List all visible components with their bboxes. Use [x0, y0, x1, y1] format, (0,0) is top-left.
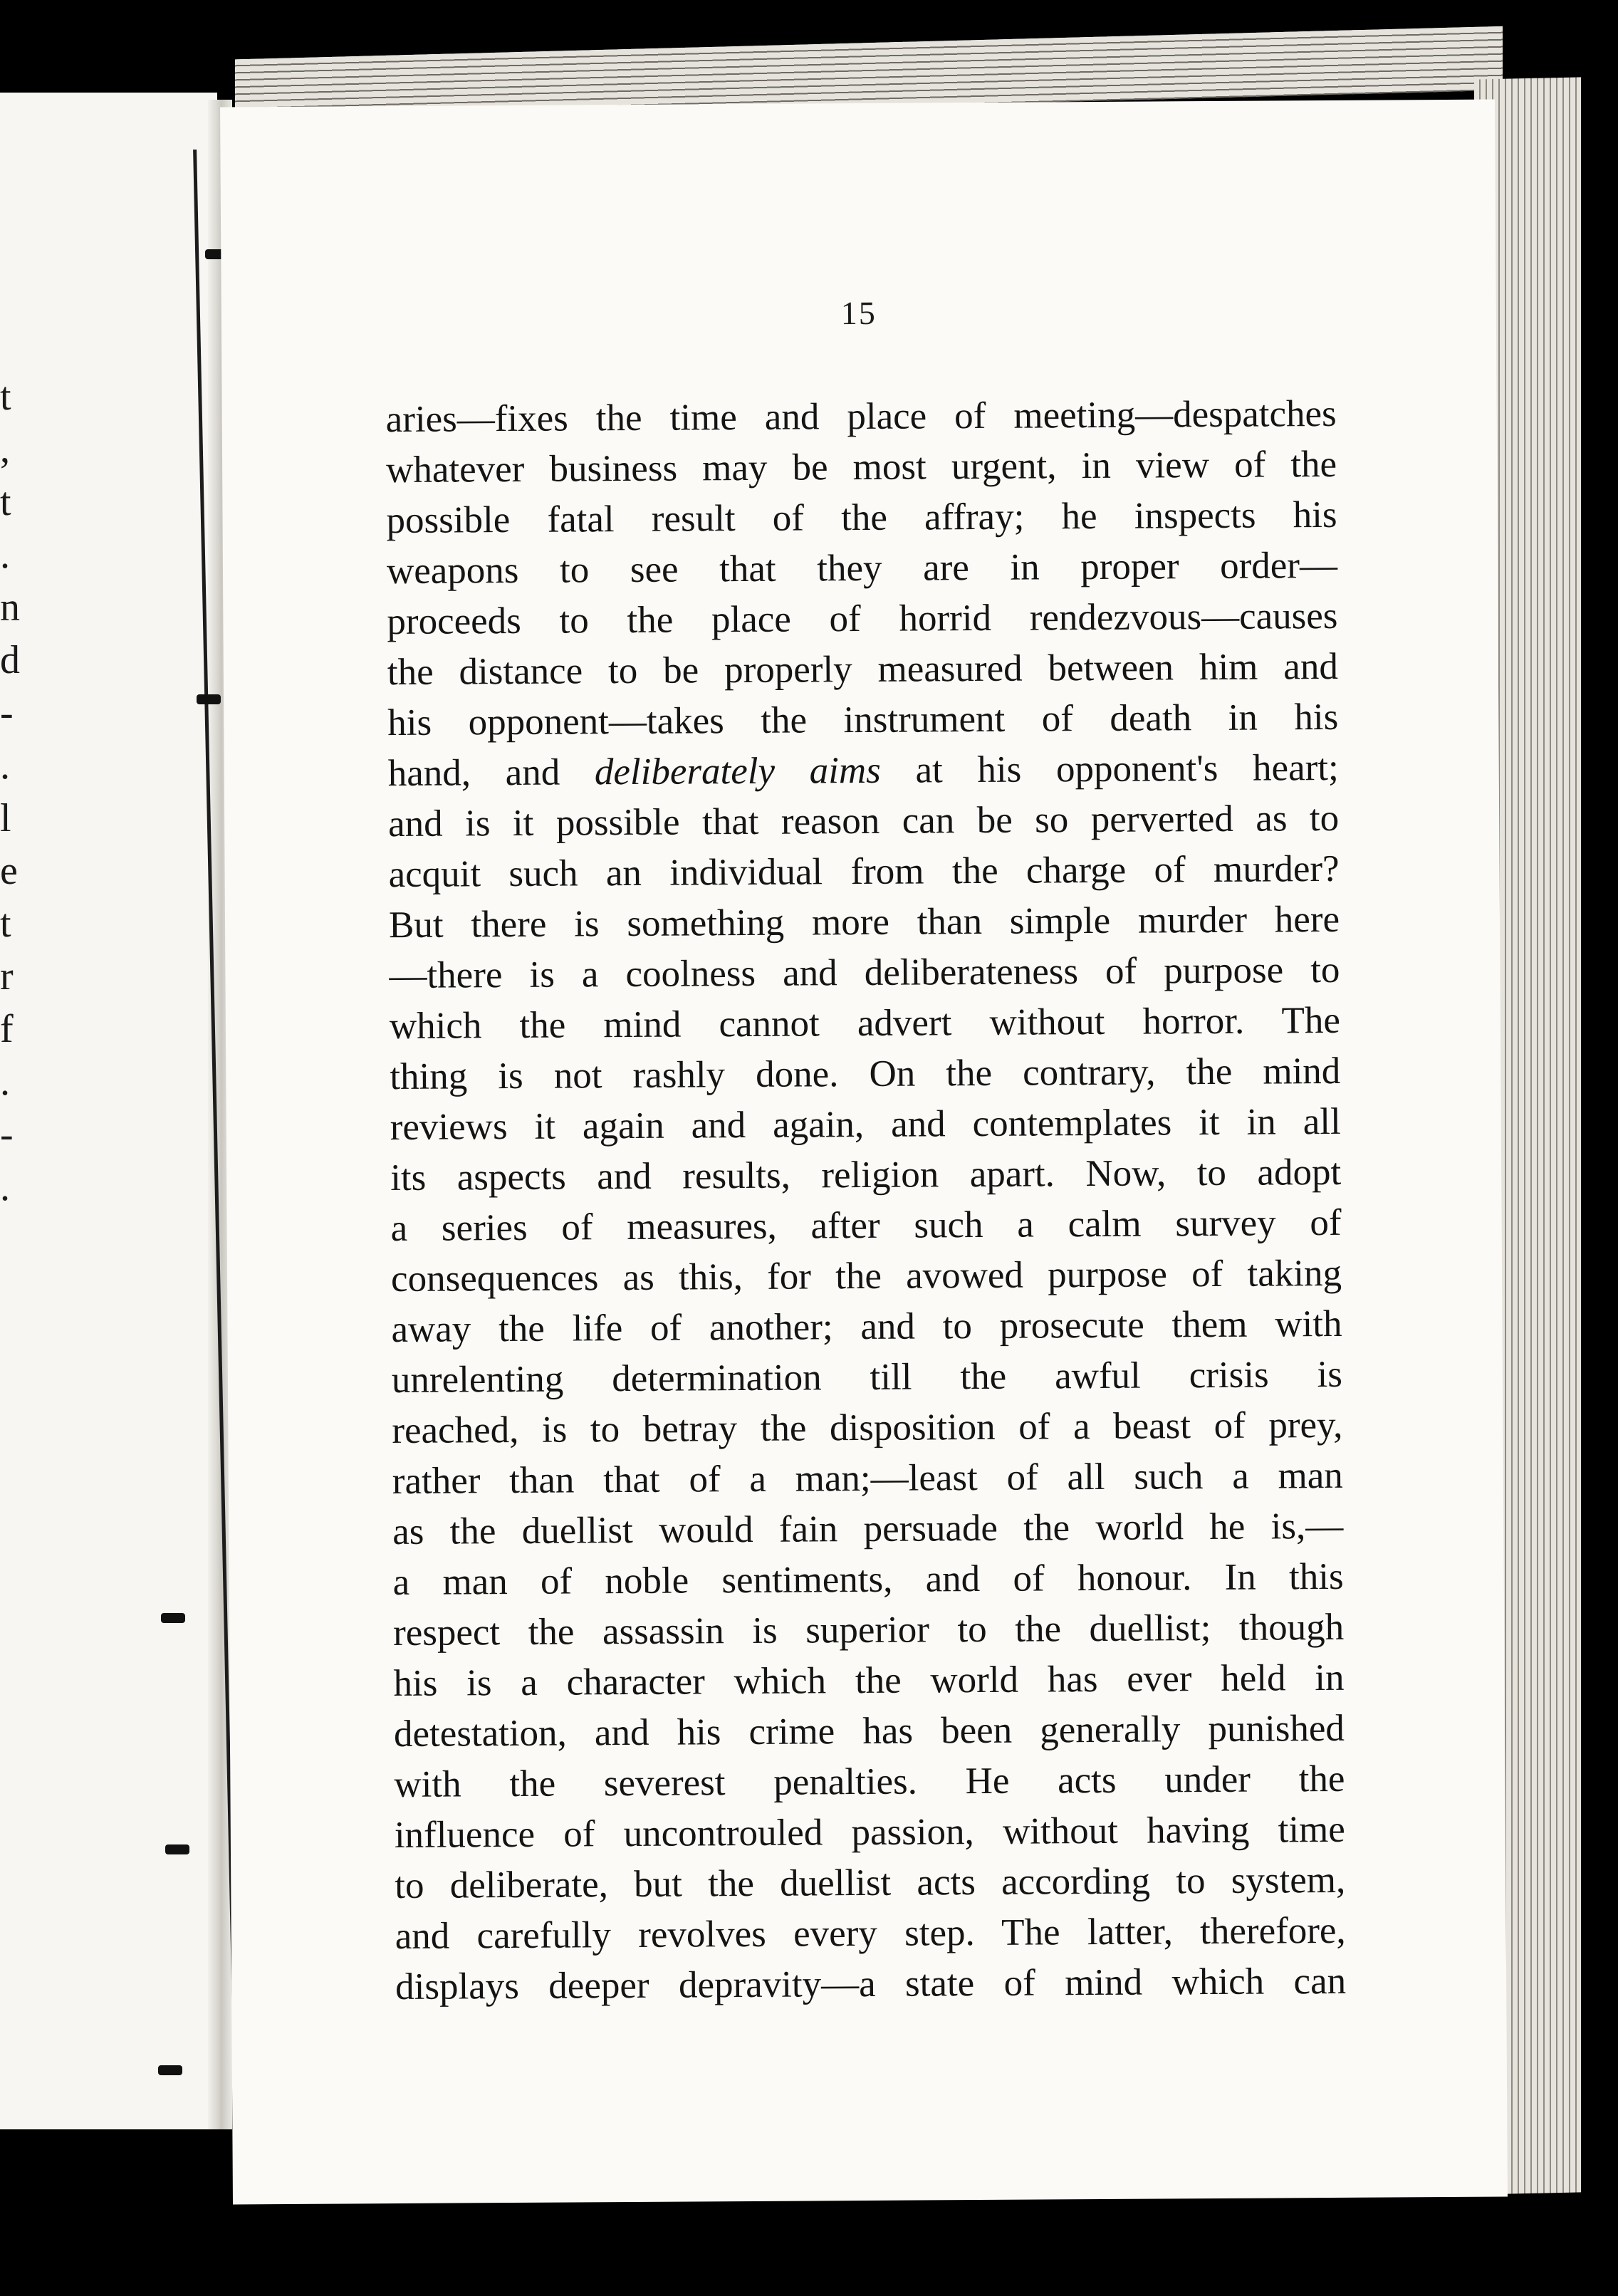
left-page-char: d [0, 638, 20, 682]
left-page-char: f [0, 1007, 14, 1051]
text-line: a series of measures, after such a calm survey of [390, 1201, 1342, 1250]
left-page-char: t [0, 375, 11, 419]
text-line: and is it possible that reason can be so perverted as to [387, 797, 1340, 845]
text-line: whatever business may be most urgent, in view of the [385, 443, 1337, 491]
text-line: a man of noble sentiments, and of honour. In this [392, 1555, 1344, 1604]
text-line: its aspects and results, religion apart. Now, to adopt [390, 1151, 1342, 1199]
text-line: to deliberate, but the duellist acts according to system, [395, 1859, 1346, 1907]
text-line: away the life of another; and to prosecute them with [391, 1303, 1342, 1351]
text-line: unrelenting determination till the awful crisis is [391, 1353, 1343, 1402]
text-segment: at his opponent's heart; [880, 746, 1339, 791]
text-line: rather than that of a man;—least of all such a man [392, 1454, 1343, 1503]
text-line: his is a character which the world has ever held in [393, 1656, 1345, 1705]
text-line: influence of uncontrouled passion, without having time [394, 1808, 1346, 1857]
left-page-fragment [0, 93, 217, 2129]
text-line: his opponent—takes the instrument of death in his [387, 696, 1339, 744]
text-line: weapons to see that they are in proper order— [386, 544, 1338, 593]
page-number: 15 [840, 294, 877, 332]
text-line: displays deeper depravity—a state of mind which can [395, 1960, 1347, 2008]
text-segment: hand, and [387, 751, 595, 795]
page-body-text [385, 389, 1346, 2013]
text-line: But there is something more than simple murder here [388, 898, 1340, 946]
text-line: possible fatal result of the affray; he inspects his [386, 494, 1337, 542]
text-line: as the duellist would fain persuade the world he is,— [392, 1505, 1344, 1553]
left-page-char: - [0, 1112, 14, 1157]
left-page-char: e [0, 849, 18, 893]
text-line: reviews it again and again, and contemplates it in all [390, 1100, 1341, 1149]
left-page-char: t [0, 480, 11, 524]
left-page-char: n [0, 585, 20, 630]
text-line: and carefully revolves every step. The latter, therefore, [395, 1909, 1346, 1958]
text-line: consequences as this, for the avowed purpose of taking [390, 1252, 1342, 1300]
text-line: which the mind cannot advert without horror. The [389, 999, 1341, 1048]
left-page-char: t [0, 902, 11, 946]
text-line: respect the assassin is superior to the duellist; though [392, 1606, 1345, 1654]
text-line: thing is not rashly done. On the contrary, the mind [390, 1050, 1341, 1098]
binding-stitch [158, 2065, 182, 2075]
text-line: aries—fixes the time and place of meeting—despatches [385, 392, 1337, 441]
text-line: the distance to be properly measured between him and [387, 645, 1339, 694]
text-line: detestation, and his crime has been generally punished [393, 1707, 1345, 1755]
left-page-char: - [0, 691, 14, 735]
text-line [388, 743, 1339, 799]
text-line: proceeds to the place of horrid rendezvous—causes [387, 595, 1338, 643]
binding-stitch [165, 1844, 189, 1854]
text-line: acquit such an individual from the charge of murder? [388, 847, 1340, 896]
left-page-char: . [0, 1060, 10, 1104]
binding-stitch [197, 694, 221, 704]
left-page-char: l [0, 796, 11, 840]
left-page-char: , [0, 427, 10, 471]
left-page-char: . [0, 743, 10, 788]
binding-stitch [161, 1613, 185, 1623]
left-page-char: . [0, 1165, 10, 1209]
text-line: —there is a coolness and deliberateness of purpose to [389, 949, 1340, 997]
text-line: with the severest penalties. He acts under the [394, 1758, 1345, 1806]
left-page-char: r [0, 954, 14, 998]
left-page-cut-text [0, 370, 28, 1214]
right-page [220, 100, 1508, 2205]
text-line: reached, is to betray the disposition of a beast of prey, [392, 1404, 1343, 1452]
italic-phrase: deliberately aims [594, 749, 882, 793]
left-page-char: . [0, 533, 10, 577]
